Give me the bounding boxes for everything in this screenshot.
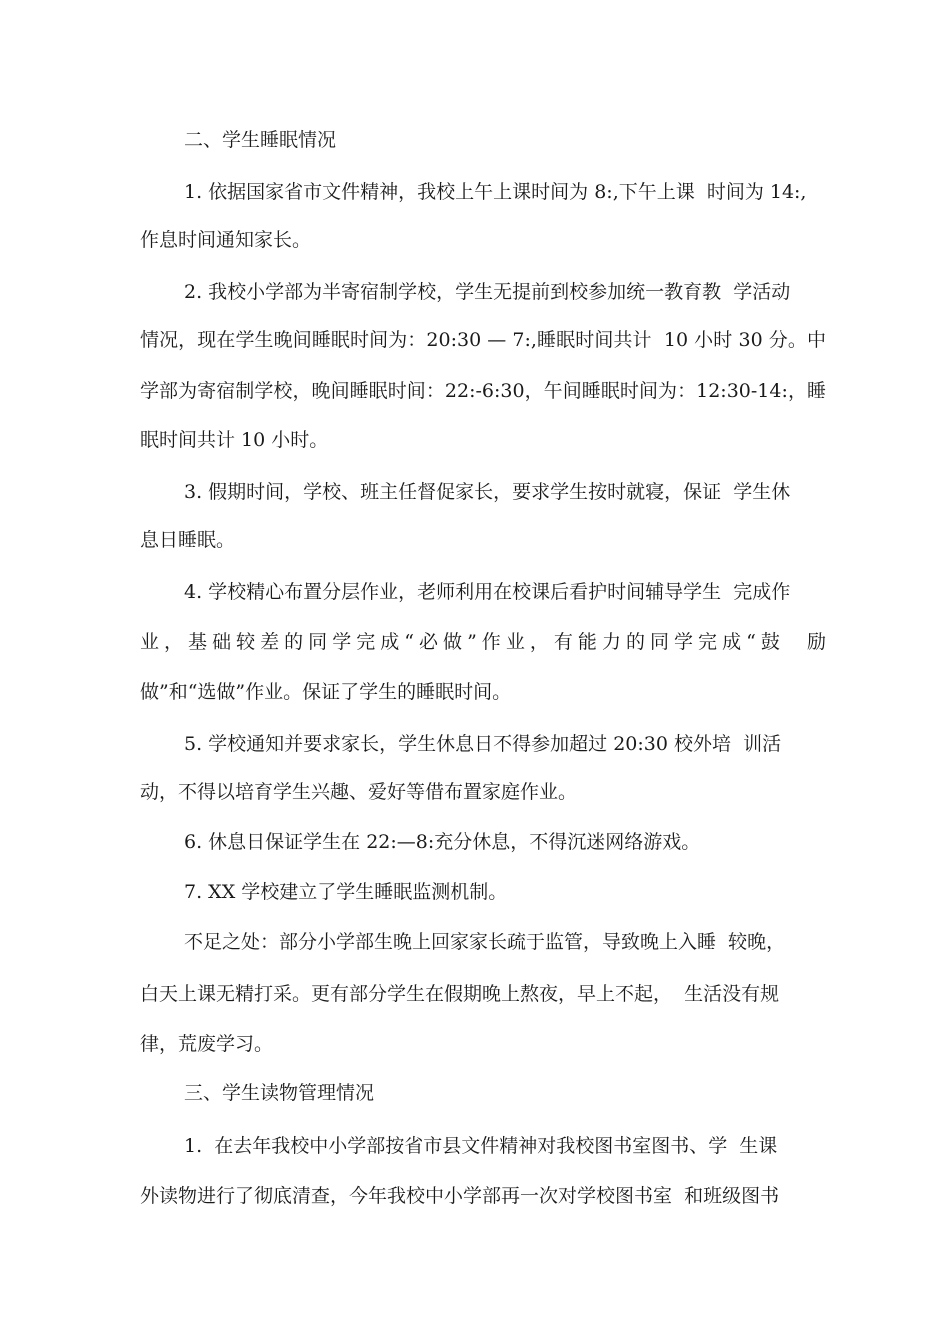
paragraph-line: 2. 我校小学部为半寄宿制学校，学生无提前到校参加统一教育教 学活动	[184, 281, 791, 303]
section-heading-sleep: 二、学生睡眠情况	[184, 129, 337, 151]
paragraph-line: 白天上课无精打采。更有部分学生在假期晚上熬夜，早上不起， 生活没有规	[140, 983, 780, 1005]
paragraph-line: 动，不得以培育学生兴趣、爱好等借布置家庭作业。	[140, 781, 578, 803]
paragraph-line: 6. 休息日保证学生在 22:—8:充分休息，不得沉迷网络游戏。	[184, 831, 701, 853]
paragraph-line: 业，基础较差的同学完成“必做”作业，有能力的同学完成“鼓 励	[140, 631, 826, 653]
paragraph-line: 情况，现在学生晚间睡眠时间为：20:30 — 7:,睡眠时间共计 10 小时 30 分。中	[140, 329, 826, 351]
paragraph-line: 不足之处：部分小学部生晚上回家家长疏于监管，导致晚上入睡 较晚，	[184, 931, 786, 953]
paragraph-line: 学部为寄宿制学校，晚间睡眠时间：22:-6:30，午间睡眠时间为：12:30-14:，睡	[140, 380, 826, 402]
paragraph-line: 1. 依据国家省市文件精神，我校上午上课时间为 8:,下午上课 时间为 14:,	[184, 181, 807, 203]
paragraph-line: 1. 在去年我校中小学部按省市县文件精神对我校图书室图书、学 生课	[184, 1135, 778, 1157]
paragraph-line: 做”和“选做”作业。保证了学生的睡眠时间。	[140, 681, 512, 703]
paragraph-line: 息日睡眠。	[140, 529, 236, 551]
section-heading-reading: 三、学生读物管理情况	[184, 1082, 375, 1104]
paragraph-line: 眠时间共计 10 小时。	[140, 429, 329, 451]
paragraph-line: 作息时间通知家长。	[140, 229, 312, 251]
paragraph-line: 5. 学校通知并要求家长，学生休息日不得参加超过 20:30 校外培 训活	[184, 733, 782, 755]
paragraph-line: 7. XX 学校建立了学生睡眠监测机制。	[184, 881, 508, 903]
paragraph-line: 4. 学校精心布置分层作业，老师利用在校课后看护时间辅导学生 完成作	[184, 581, 791, 603]
paragraph-line: 律，荒废学习。	[140, 1033, 274, 1055]
paragraph-line: 外读物进行了彻底清查，今年我校中小学部再一次对学校图书室 和班级图书	[140, 1185, 780, 1207]
paragraph-line: 3. 假期时间，学校、班主任督促家长，要求学生按时就寝，保证 学生休	[184, 481, 791, 503]
